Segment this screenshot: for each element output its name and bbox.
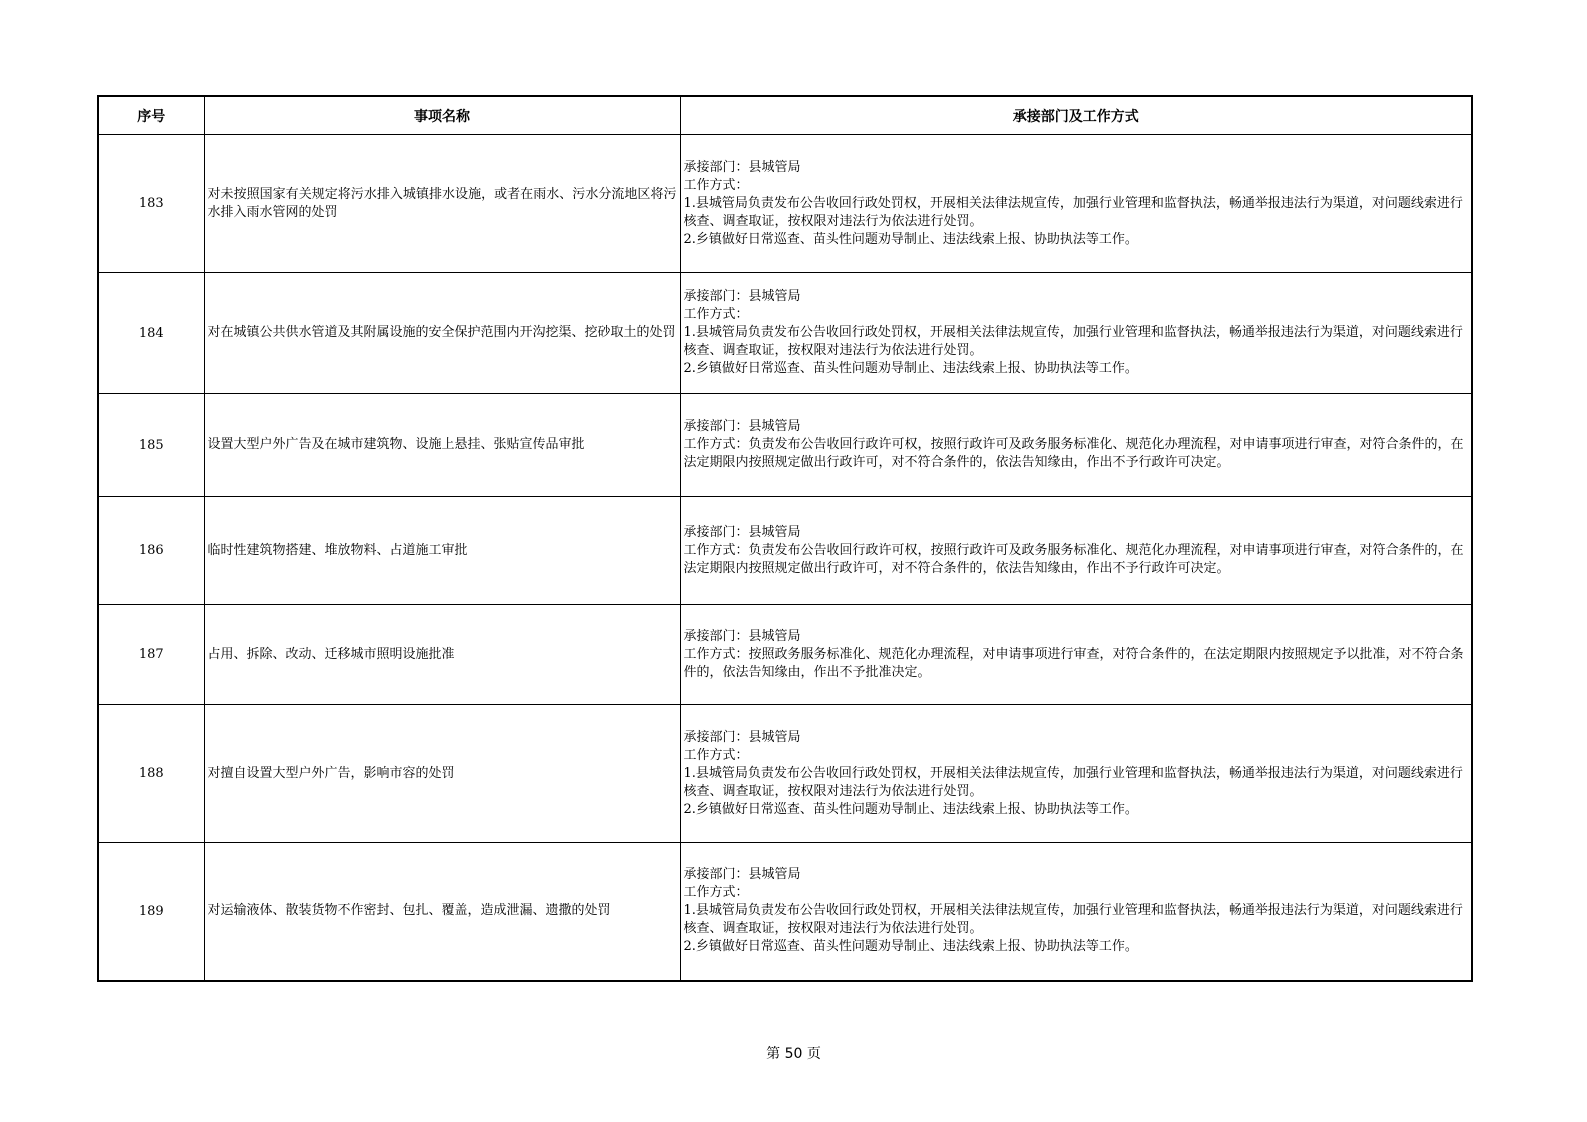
item-name: 对运输液体、散装货物不作密封、包扎、覆盖，造成泄漏、遗撒的处罚 xyxy=(204,843,680,981)
item-name: 占用、拆除、改动、迁移城市照明设施批准 xyxy=(204,605,680,705)
row-number: 186 xyxy=(98,497,204,605)
row-number: 183 xyxy=(98,135,204,273)
header-dept: 承接部门及工作方式 xyxy=(680,96,1472,135)
item-name: 临时性建筑物搭建、堆放物料、占道施工审批 xyxy=(204,497,680,605)
header-name: 事项名称 xyxy=(204,96,680,135)
item-name: 设置大型户外广告及在城市建筑物、设施上悬挂、张贴宣传品审批 xyxy=(204,394,680,497)
row-number: 185 xyxy=(98,394,204,497)
dept-method xyxy=(680,605,1472,705)
dept-line: 承接部门：县城管局 xyxy=(683,729,801,745)
dept-line: 2.乡镇做好日常巡查、苗头性问题劝导制止、违法线索上报、协助执法等工作。 xyxy=(683,231,1138,247)
item-name: 对在城镇公共供水管道及其附属设施的安全保护范围内开沟挖渠、挖砂取土的处罚 xyxy=(204,273,680,394)
dept-line: 工作方式： xyxy=(683,885,749,901)
table-row xyxy=(98,605,1472,705)
dept-method xyxy=(680,273,1472,394)
dept-line: 1.县城管局负责发布公告收回行政处罚权，开展相关法律法规宣传，加强行业管理和监督执法，畅通举报违法行为渠道，对问题线索进行核查、调查取证，按权限对违法行为依法进行处罚。 xyxy=(683,765,1463,799)
row-number: 189 xyxy=(98,843,204,981)
table-row xyxy=(98,497,1472,605)
dept-line: 承接部门：县城管局 xyxy=(683,867,801,883)
row-number: 184 xyxy=(98,273,204,394)
dept-line: 工作方式：负责发布公告收回行政许可权，按照行政许可及政务服务标准化、规范化办理流程，对申请事项进行审查，对符合条件的，在法定期限内按照规定做出行政许可，对不符合条件的，依法告知缘由，作出不予行政许可决定。 xyxy=(683,437,1464,470)
items-table xyxy=(97,95,1473,982)
row-number: 188 xyxy=(98,705,204,843)
item-name: 对擅自设置大型户外广告，影响市容的处罚 xyxy=(204,705,680,843)
dept-line: 工作方式： xyxy=(683,747,749,763)
item-name: 对未按照国家有关规定将污水排入城镇排水设施，或者在雨水、污水分流地区将污水排入雨水管网的处罚 xyxy=(204,135,680,273)
table-row xyxy=(98,394,1472,497)
dept-method xyxy=(680,497,1472,605)
table-row xyxy=(98,705,1472,843)
dept-method xyxy=(680,843,1472,981)
dept-line: 1.县城管局负责发布公告收回行政处罚权，开展相关法律法规宣传，加强行业管理和监督执法，畅通举报违法行为渠道，对问题线索进行核查、调查取证，按权限对违法行为依法进行处罚。 xyxy=(683,903,1463,937)
page-number: 第 50 页 xyxy=(766,1046,821,1062)
row-number: 187 xyxy=(98,605,204,705)
dept-line: 工作方式：负责发布公告收回行政许可权，按照行政许可及政务服务标准化、规范化办理流程，对申请事项进行审查，对符合条件的，在法定期限内按照规定做出行政许可，对不符合条件的，依法告知缘由，作出不予行政许可决定。 xyxy=(683,542,1464,576)
dept-line: 承接部门：县城管局 xyxy=(683,524,801,540)
dept-line: 承接部门：县城管局 xyxy=(683,289,801,304)
dept-line: 承接部门：县城管局 xyxy=(683,159,801,175)
dept-line: 2.乡镇做好日常巡查、苗头性问题劝导制止、违法线索上报、协助执法等工作。 xyxy=(683,361,1138,376)
dept-method xyxy=(680,394,1472,497)
table-header-row xyxy=(98,96,1472,135)
dept-line: 承接部门：县城管局 xyxy=(683,628,801,644)
dept-line: 1.县城管局负责发布公告收回行政处罚权，开展相关法律法规宣传，加强行业管理和监督执法，畅通举报违法行为渠道，对问题线索进行核查、调查取证，按权限对违法行为依法进行处罚。 xyxy=(683,195,1463,229)
table-row xyxy=(98,843,1472,981)
dept-method xyxy=(680,135,1472,273)
dept-line: 工作方式： xyxy=(683,177,749,193)
dept-line: 工作方式：按照政务服务标准化、规范化办理流程，对申请事项进行审查，对符合条件的，在法定期限内按照规定予以批准，对不符合条件的，依法告知缘由，作出不予批准决定。 xyxy=(683,646,1464,680)
dept-line: 1.县城管局负责发布公告收回行政处罚权，开展相关法律法规宣传，加强行业管理和监督执法，畅通举报违法行为渠道，对问题线索进行核查、调查取证，按权限对违法行为依法进行处罚。 xyxy=(683,325,1463,358)
table-row xyxy=(98,135,1472,273)
dept-line: 承接部门：县城管局 xyxy=(683,419,801,434)
dept-line: 工作方式： xyxy=(683,307,749,322)
dept-line: 2.乡镇做好日常巡查、苗头性问题劝导制止、违法线索上报、协助执法等工作。 xyxy=(683,939,1138,955)
dept-method xyxy=(680,705,1472,843)
table-row xyxy=(98,273,1472,394)
dept-line: 2.乡镇做好日常巡查、苗头性问题劝导制止、违法线索上报、协助执法等工作。 xyxy=(683,801,1138,817)
header-no: 序号 xyxy=(98,96,204,135)
